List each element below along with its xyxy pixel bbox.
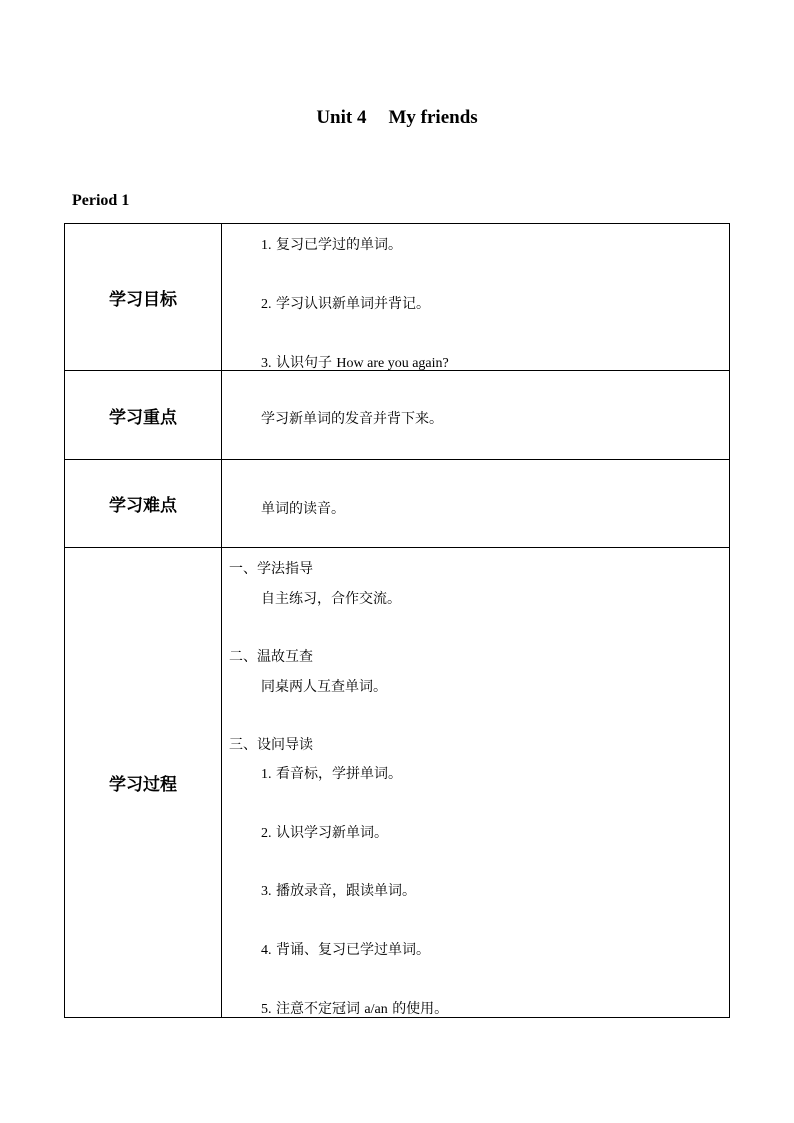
process-section-heading-1: 一、学法指导 xyxy=(229,561,313,577)
table-row-process xyxy=(65,548,730,1018)
goal-item-2: 2. 学习认识新单词并背记。 xyxy=(261,296,430,312)
page-title xyxy=(0,107,794,129)
process-step-3: 3. 播放录音，跟读单词。 xyxy=(261,883,416,899)
table-row-goals xyxy=(65,224,730,371)
row-label-key-points: 学习重点 xyxy=(65,371,222,460)
unit-topic: My friends xyxy=(388,107,478,128)
row-content-difficulties xyxy=(222,460,730,548)
process-section-body-1: 自主练习，合作交流。 xyxy=(261,591,401,607)
goal-item-3: 3. 认识句子 How are you again? xyxy=(261,355,449,371)
row-label-process: 学习过程 xyxy=(65,548,222,1018)
table-row-key-points xyxy=(65,371,730,460)
row-content-key-points xyxy=(222,371,730,460)
study-plan-table xyxy=(64,223,730,1018)
process-step-4: 4. 背诵、复习已学过单词。 xyxy=(261,942,430,958)
row-content-process xyxy=(222,548,730,1018)
period-label: Period 1 xyxy=(72,192,130,209)
table-row-difficulties xyxy=(65,460,730,548)
process-section-heading-3: 三、设问导读 xyxy=(229,737,313,753)
unit-number: Unit 4 xyxy=(316,107,367,128)
process-step-2: 2. 认识学习新单词。 xyxy=(261,825,388,841)
process-step-5: 5. 注意不定冠词 a/an 的使用。 xyxy=(261,1001,449,1017)
process-section-body-2: 同桌两人互查单词。 xyxy=(261,679,387,695)
process-step-1: 1. 看音标，学拼单词。 xyxy=(261,766,402,782)
goal-item-1: 1. 复习已学过的单词。 xyxy=(261,237,402,253)
row-label-difficulties: 学习难点 xyxy=(65,460,222,548)
key-points-text: 学习新单词的发音并背下来。 xyxy=(261,411,443,427)
process-section-heading-2: 二、温故互查 xyxy=(229,649,313,665)
row-label-goals: 学习目标 xyxy=(65,224,222,371)
difficulties-text: 单词的读音。 xyxy=(261,501,345,517)
row-content-goals xyxy=(222,224,730,371)
